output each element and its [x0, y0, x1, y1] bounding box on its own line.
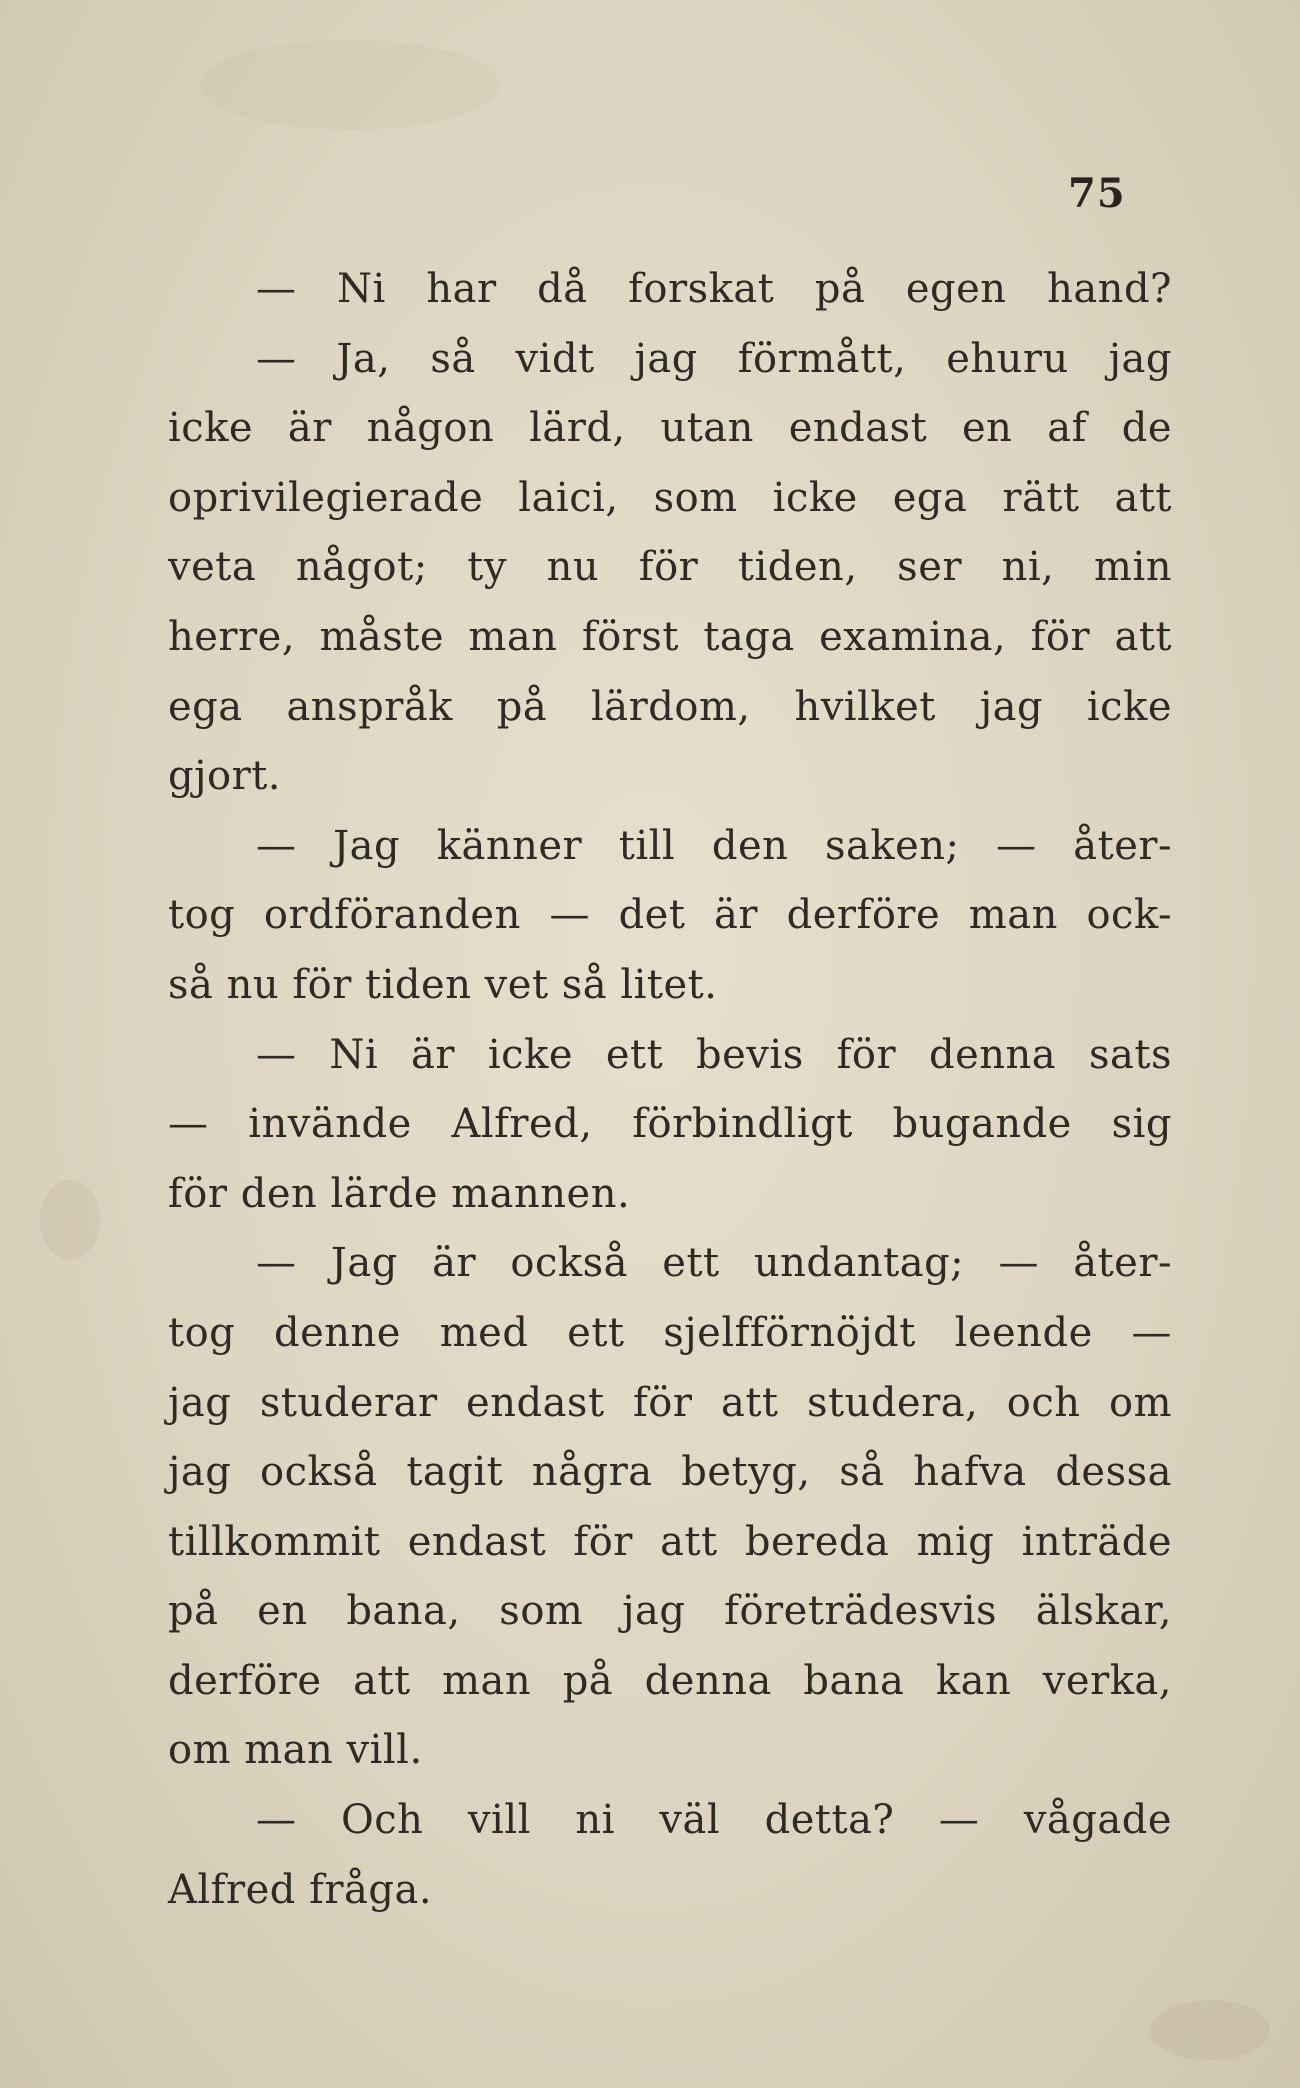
paper-stain — [40, 1180, 100, 1260]
text-line: tog denne med ett sjelfförnöjdt leende — — [168, 1309, 1172, 1356]
body-text — [168, 255, 1172, 1925]
text-line: på en bana, som jag företrädesvis älskar, — [168, 1588, 1172, 1635]
text-line: — Jag känner till den saken; — åter- — [256, 822, 1172, 869]
text-line: jag också tagit några betyg, så hafva dessa — [168, 1449, 1172, 1496]
text-line: herre, måste man först taga examina, för att — [168, 613, 1172, 660]
page-number: 75 — [1068, 170, 1126, 217]
text-line: veta något; ty nu för tiden, ser ni, min — [168, 544, 1172, 591]
text-line: — Och vill ni väl detta? — vågade — [256, 1797, 1172, 1844]
text-line: gjort. — [168, 753, 281, 800]
text-line: för den lärde mannen. — [168, 1170, 631, 1217]
text-line: — Ja, så vidt jag förmått, ehuru jag — [256, 335, 1172, 382]
text-line: derföre att man på denna bana kan verka, — [168, 1657, 1172, 1704]
text-line: — Jag är också ett undantag; — åter- — [256, 1240, 1172, 1287]
text-line: — Ni har då forskat på egen hand? — [256, 266, 1172, 312]
text-line: tillkommit endast för att bereda mig inträde — [168, 1518, 1172, 1565]
text-line: ega anspråk på lärdom, hvilket jag icke — [168, 683, 1172, 730]
text-line: tog ordföranden — det är derföre man ock- — [168, 892, 1172, 939]
text-line: icke är någon lärd, utan endast en af de — [168, 405, 1172, 452]
text-line: — Ni är icke ett bevis för denna sats — [256, 1031, 1172, 1078]
text-line: jag studerar endast för att studera, och om — [168, 1379, 1172, 1426]
paper-stain — [1150, 2000, 1270, 2060]
paper-stain — [200, 40, 500, 130]
text-line: så nu för tiden vet så litet. — [168, 961, 718, 1008]
text-line: oprivilegierade laici, som icke ega rätt att — [168, 474, 1172, 521]
text-line: Alfred fråga. — [168, 1866, 433, 1913]
text-line: — invände Alfred, förbindligt bugande sig — [168, 1101, 1172, 1148]
text-line: om man vill. — [168, 1727, 423, 1774]
